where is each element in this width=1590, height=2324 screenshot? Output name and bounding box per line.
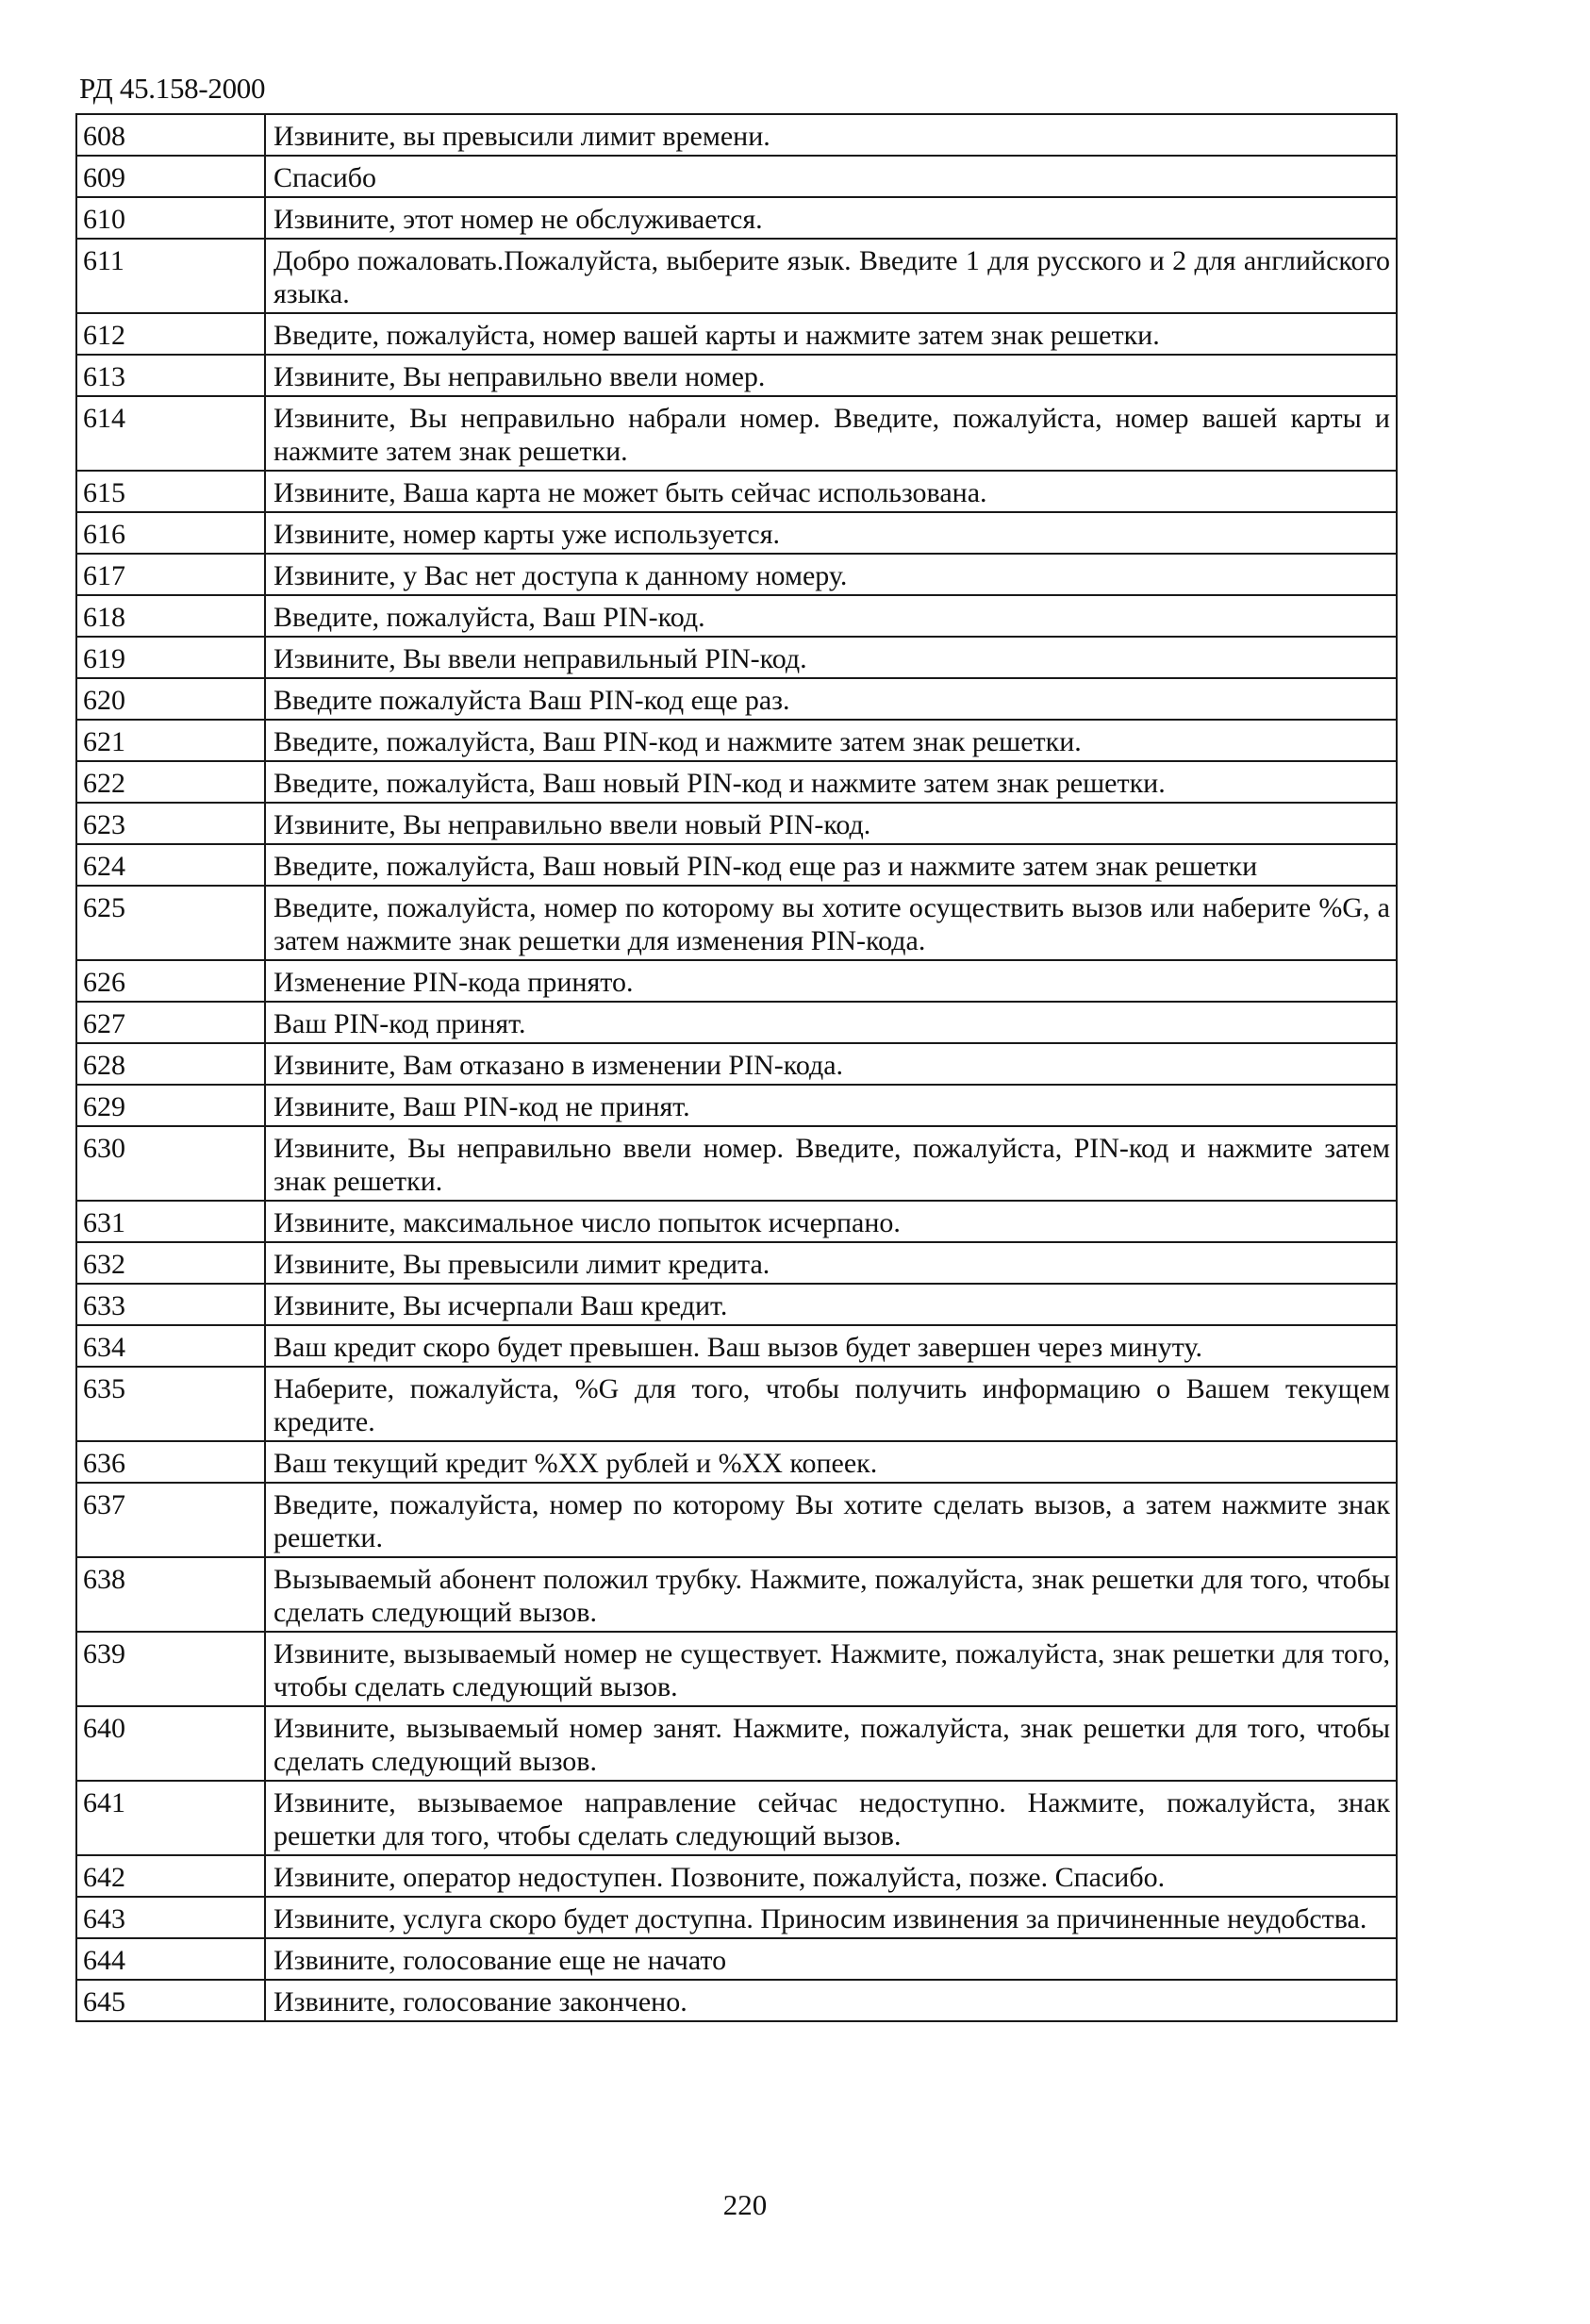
message-text-cell: Извините, Вы неправильно набрали номер. Введите, пожалуйста, номер вашей карты и нажмите затем знак решетки. xyxy=(265,396,1397,471)
message-code-cell: 640 xyxy=(76,1706,265,1781)
table-row xyxy=(76,637,1397,678)
message-text-cell: Извините, вызываемое направление сейчас недоступно. Нажмите, пожалуйста, знак решетки для того, чтобы сделать следующий вызов. xyxy=(265,1781,1397,1855)
message-text-cell: Извините, вы превысили лимит времени. xyxy=(265,114,1397,156)
table-row xyxy=(76,595,1397,637)
table-row xyxy=(76,1201,1397,1242)
message-text-cell: Введите, пожалуйста, номер по которому вы хотите осуществить вызов или наберите %G, а затем нажмите знак решетки для изменения PIN-кода. xyxy=(265,886,1397,960)
table-row xyxy=(76,1242,1397,1284)
table-row xyxy=(76,720,1397,761)
table-row xyxy=(76,803,1397,844)
message-text-cell: Ваш кредит скоро будет превышен. Ваш вызов будет завершен через минуту. xyxy=(265,1325,1397,1367)
table-row xyxy=(76,1325,1397,1367)
message-code-cell: 622 xyxy=(76,761,265,803)
message-table-body xyxy=(76,114,1397,2021)
message-code-cell: 634 xyxy=(76,1325,265,1367)
message-text-cell: Извините, Вы ввели неправильный PIN-код. xyxy=(265,637,1397,678)
message-code-cell: 633 xyxy=(76,1284,265,1325)
table-row xyxy=(76,761,1397,803)
message-code-cell: 636 xyxy=(76,1441,265,1483)
table-row xyxy=(76,1855,1397,1897)
table-row xyxy=(76,512,1397,554)
message-text-cell: Извините, у Вас нет доступа к данному номеру. xyxy=(265,554,1397,595)
message-text-cell: Изменение PIN-кода принято. xyxy=(265,960,1397,1002)
message-code-cell: 612 xyxy=(76,313,265,355)
table-row xyxy=(76,355,1397,396)
table-row xyxy=(76,313,1397,355)
table-row xyxy=(76,239,1397,313)
message-text-cell: Извините, Ваша карта не может быть сейчас использована. xyxy=(265,471,1397,512)
table-row xyxy=(76,396,1397,471)
table-row xyxy=(76,1980,1397,2021)
message-code-cell: 643 xyxy=(76,1897,265,1938)
message-code-cell: 638 xyxy=(76,1557,265,1632)
message-text-cell: Введите, пожалуйста, номер вашей карты и нажмите затем знак решетки. xyxy=(265,313,1397,355)
table-row xyxy=(76,844,1397,886)
message-code-cell: 630 xyxy=(76,1126,265,1201)
message-text-cell: Введите пожалуйста Ваш PIN-код еще раз. xyxy=(265,678,1397,720)
table-row xyxy=(76,1126,1397,1201)
message-table xyxy=(75,113,1398,2022)
message-code-cell: 616 xyxy=(76,512,265,554)
message-code-cell: 645 xyxy=(76,1980,265,2021)
page-number: 220 xyxy=(722,2188,768,2221)
message-text-cell: Введите, пожалуйста, Ваш новый PIN-код и нажмите затем знак решетки. xyxy=(265,761,1397,803)
message-code-cell: 635 xyxy=(76,1367,265,1441)
message-code-cell: 625 xyxy=(76,886,265,960)
message-text-cell: Извините, услуга скоро будет доступна. Приносим извинения за причиненные неудобства. xyxy=(265,1897,1397,1938)
message-code-cell: 610 xyxy=(76,197,265,239)
message-code-cell: 613 xyxy=(76,355,265,396)
table-row xyxy=(76,678,1397,720)
message-text-cell: Спасибо xyxy=(265,156,1397,197)
message-code-cell: 627 xyxy=(76,1002,265,1043)
table-row xyxy=(76,886,1397,960)
message-code-cell: 617 xyxy=(76,554,265,595)
message-code-cell: 644 xyxy=(76,1938,265,1980)
message-text-cell: Извините, Ваш PIN-код не принят. xyxy=(265,1085,1397,1126)
message-code-cell: 614 xyxy=(76,396,265,471)
table-row xyxy=(76,1706,1397,1781)
message-text-cell: Извините, Вы превысили лимит кредита. xyxy=(265,1242,1397,1284)
message-code-cell: 620 xyxy=(76,678,265,720)
message-code-cell: 637 xyxy=(76,1483,265,1557)
table-row xyxy=(76,1938,1397,1980)
message-text-cell: Извините, голосование закончено. xyxy=(265,1980,1397,2021)
table-row xyxy=(76,1483,1397,1557)
message-code-cell: 615 xyxy=(76,471,265,512)
message-text-cell: Ваш PIN-код принят. xyxy=(265,1002,1397,1043)
message-text-cell: Извините, этот номер не обслуживается. xyxy=(265,197,1397,239)
message-text-cell: Извините, Вы неправильно ввели номер. xyxy=(265,355,1397,396)
message-text-cell: Введите, пожалуйста, Ваш PIN-код и нажмите затем знак решетки. xyxy=(265,720,1397,761)
message-code-cell: 619 xyxy=(76,637,265,678)
table-row xyxy=(76,554,1397,595)
message-code-cell: 639 xyxy=(76,1632,265,1706)
message-text-cell: Извините, максимальное число попыток исчерпано. xyxy=(265,1201,1397,1242)
table-row xyxy=(76,1085,1397,1126)
message-text-cell: Введите, пожалуйста, Ваш PIN-код. xyxy=(265,595,1397,637)
message-text-cell: Ваш текущий кредит %XX рублей и %XX копеек. xyxy=(265,1441,1397,1483)
message-code-cell: 628 xyxy=(76,1043,265,1085)
document-code: РД 45.158-2000 xyxy=(79,72,266,105)
message-code-cell: 642 xyxy=(76,1855,265,1897)
table-row xyxy=(76,1441,1397,1483)
table-row xyxy=(76,1043,1397,1085)
message-code-cell: 624 xyxy=(76,844,265,886)
message-code-cell: 626 xyxy=(76,960,265,1002)
message-text-cell: Извините, голосование еще не начато xyxy=(265,1938,1397,1980)
message-code-cell: 632 xyxy=(76,1242,265,1284)
message-text-cell: Извините, вызываемый номер занят. Нажмите, пожалуйста, знак решетки для того, чтобы сделать следующий вызов. xyxy=(265,1706,1397,1781)
table-row xyxy=(76,1557,1397,1632)
message-code-cell: 609 xyxy=(76,156,265,197)
table-row xyxy=(76,471,1397,512)
message-text-cell: Извините, номер карты уже используется. xyxy=(265,512,1397,554)
message-code-cell: 608 xyxy=(76,114,265,156)
table-row xyxy=(76,1002,1397,1043)
table-row xyxy=(76,1897,1397,1938)
message-text-cell: Извините, Вы неправильно ввели номер. Введите, пожалуйста, PIN-код и нажмите затем знак решетки. xyxy=(265,1126,1397,1201)
message-text-cell: Извините, Вы исчерпали Ваш кредит. xyxy=(265,1284,1397,1325)
message-code-cell: 611 xyxy=(76,239,265,313)
table-row xyxy=(76,960,1397,1002)
table-row xyxy=(76,1367,1397,1441)
message-code-cell: 618 xyxy=(76,595,265,637)
table-row xyxy=(76,197,1397,239)
message-code-cell: 623 xyxy=(76,803,265,844)
message-text-cell: Введите, пожалуйста, Ваш новый PIN-код еще раз и нажмите затем знак решетки xyxy=(265,844,1397,886)
message-text-cell: Вызываемый абонент положил трубку. Нажмите, пожалуйста, знак решетки для того, чтобы сделать следующий вызов. xyxy=(265,1557,1397,1632)
message-text-cell: Извините, Вы неправильно ввели новый PIN-код. xyxy=(265,803,1397,844)
message-code-cell: 641 xyxy=(76,1781,265,1855)
message-code-cell: 629 xyxy=(76,1085,265,1126)
table-row xyxy=(76,114,1397,156)
message-text-cell: Введите, пожалуйста, номер по которому Вы хотите сделать вызов, а затем нажмите знак решетки. xyxy=(265,1483,1397,1557)
table-row xyxy=(76,1781,1397,1855)
message-text-cell: Добро пожаловать.Пожалуйста, выберите язык. Введите 1 для русского и 2 для английского языка. xyxy=(265,239,1397,313)
message-text-cell: Извините, вызываемый номер не существует. Нажмите, пожалуйста, знак решетки для того, чтобы сделать следующий вызов. xyxy=(265,1632,1397,1706)
message-code-cell: 631 xyxy=(76,1201,265,1242)
table-row xyxy=(76,1632,1397,1706)
message-text-cell: Наберите, пожалуйста, %G для того, чтобы получить информацию о Вашем текущем кредите. xyxy=(265,1367,1397,1441)
table-row xyxy=(76,1284,1397,1325)
message-text-cell: Извините, Вам отказано в изменении PIN-кода. xyxy=(265,1043,1397,1085)
table-row xyxy=(76,156,1397,197)
message-code-cell: 621 xyxy=(76,720,265,761)
message-text-cell: Извините, оператор недоступен. Позвоните, пожалуйста, позже. Спасибо. xyxy=(265,1855,1397,1897)
